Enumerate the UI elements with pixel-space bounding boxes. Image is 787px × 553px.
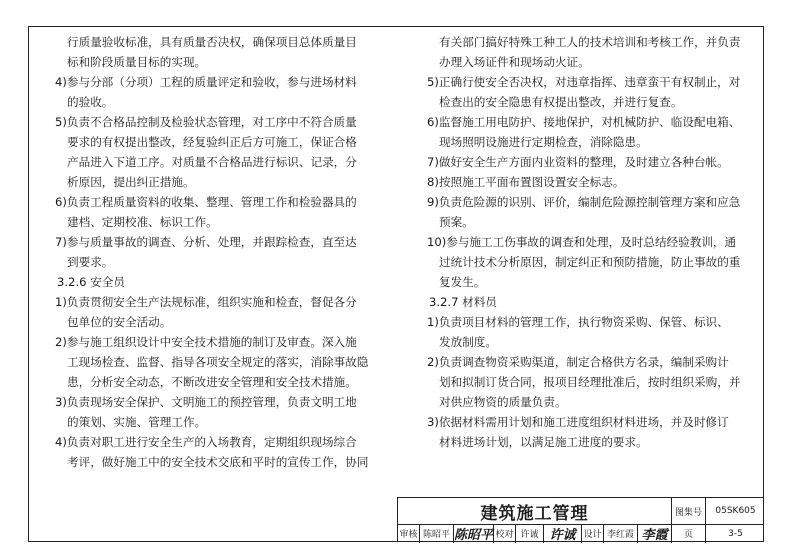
text-line: 要求的有权提出整改，经复验纠正后方可施工，保证合格 xyxy=(67,135,357,149)
text-line: 析原因，提出纠正措施。 xyxy=(67,175,195,189)
text-line: 建档、定期校准、标识工作。 xyxy=(67,215,218,229)
text-line: 9)负责危险源的识别、评价，编制危险源控制管理方案和应急 xyxy=(427,195,741,209)
text-line: 8)按照施工平面布置图设置安全标志。 xyxy=(427,175,625,189)
atlas-number-label: 图集号 xyxy=(672,498,706,524)
text-line: 2)负责调查物资采购渠道，制定合格供方名录，编制采购计 xyxy=(427,355,729,369)
title-block-top-row xyxy=(398,498,764,525)
text-line: 7)做好安全生产方面内业资料的整理，及时建立各种台帐。 xyxy=(427,155,729,169)
text-line: 有关部门搞好特殊工种工人的技术培训和考核工作，并负责 xyxy=(439,35,741,49)
text-line: 复发生。 xyxy=(439,275,486,289)
text-line: 4)参与分部（分项）工程的质量评定和验收，参与进场材料 xyxy=(55,75,357,89)
text-line: 3)负责现场安全保护、文明施工的预控管理，负责文明工地 xyxy=(55,395,357,409)
text-line: 5)正确行使安全否决权，对违章指挥、违章蛮干有权制止，对 xyxy=(427,75,741,89)
text-line: 预案。 xyxy=(439,215,474,229)
reviewer-signature: 陈昭平 xyxy=(454,524,494,543)
text-line: 5)负责不合格品控制及检验状态管理，对工序中不符合质量 xyxy=(55,115,357,129)
text-line: 患，分析安全动态，不断改进安全管理和安全技术措施。 xyxy=(67,375,357,389)
review-label: 审核 xyxy=(398,524,420,543)
text-line: 检查出的安全隐患有权提出整改，并进行复查。 xyxy=(439,95,683,109)
design-label: 设计 xyxy=(582,524,604,543)
reviewer-name: 陈昭平 xyxy=(420,524,454,543)
text-line: 的策划、实施、管理工作。 xyxy=(67,415,207,429)
right-text-column xyxy=(427,32,757,452)
atlas-number: 05SK605 xyxy=(715,506,756,516)
designer-signature: 李霞 xyxy=(638,524,672,543)
drawing-title: 建筑施工管理 xyxy=(398,498,672,524)
text-line: 材料进场计划，以满足施工进度的要求。 xyxy=(439,435,648,449)
page-label: 页 xyxy=(672,524,706,543)
text-line: 7)参与质量事故的调查、分析、处理，并跟踪检查，直至达 xyxy=(55,235,357,249)
text-line: 3)依据材料需用计划和施工进度组织材料进场，并及时修订 xyxy=(427,415,729,429)
section-heading: 3.2.7 材料员 xyxy=(429,295,497,309)
text-line: 包单位的安全活动。 xyxy=(67,315,172,329)
text-line: 2)参与施工组织设计中安全技术措施的制订及审查。深入施 xyxy=(55,335,357,349)
designer-name: 李红霞 xyxy=(604,524,638,543)
title-block xyxy=(397,497,764,542)
text-line: 4)负责对职工进行安全生产的入场教育，定期组织现场综合 xyxy=(55,435,357,449)
text-line: 划和拟制订货合同，报项目经理批准后，按时组织采购，并 xyxy=(439,375,741,389)
text-line: 行质量验收标准，具有质量否决权，确保项目总体质量目 xyxy=(67,35,357,49)
text-line: 发放制度。 xyxy=(439,335,497,349)
text-line: 考评，做好施工中的安全技术交底和平时的宣传工作，协同 xyxy=(67,455,369,469)
text-line: 办理入场证件和现场动火证。 xyxy=(439,55,590,69)
section-heading: 3.2.6 安全员 xyxy=(57,275,125,289)
page-number: 3-5 xyxy=(728,528,743,539)
checker-signature: 许诚 xyxy=(544,524,582,543)
checker-name: 许诚 xyxy=(516,524,544,543)
title-block-signature-row xyxy=(398,524,764,543)
check-label: 校对 xyxy=(494,524,516,543)
text-line: 1)负责贯彻安全生产法规标准，组织实施和检查，督促各分 xyxy=(55,295,357,309)
text-line: 工现场检查、监督、指导各项安全规定的落实，消除事故隐 xyxy=(67,355,369,369)
text-line: 产品进入下道工序。对质量不合格品进行标识、记录，分 xyxy=(67,155,357,169)
text-line: 标和阶段质量目标的实现。 xyxy=(67,55,207,69)
text-line: 6)监督施工用电防护、接地保护，对机械防护、临设配电箱、 xyxy=(427,115,741,129)
text-line: 到要求。 xyxy=(67,255,114,269)
text-line: 的验收。 xyxy=(67,95,114,109)
left-text-column xyxy=(55,32,385,472)
text-line: 对供应物资的质量负责。 xyxy=(439,395,567,409)
text-line: 过统计技术分析原因，制定纠正和预防措施，防止事故的重 xyxy=(439,255,741,269)
text-line: 现场照明设施进行定期检查，消除隐患。 xyxy=(439,135,648,149)
text-line: 10)参与施工工伤事故的调查和处理，及时总结经验教训，通 xyxy=(427,235,737,249)
text-line: 1)负责项目材料的管理工作，执行物资采购、保管、标识、 xyxy=(427,315,729,329)
text-line: 6)负责工程质量资料的收集、整理、管理工作和检验器具的 xyxy=(55,195,357,209)
